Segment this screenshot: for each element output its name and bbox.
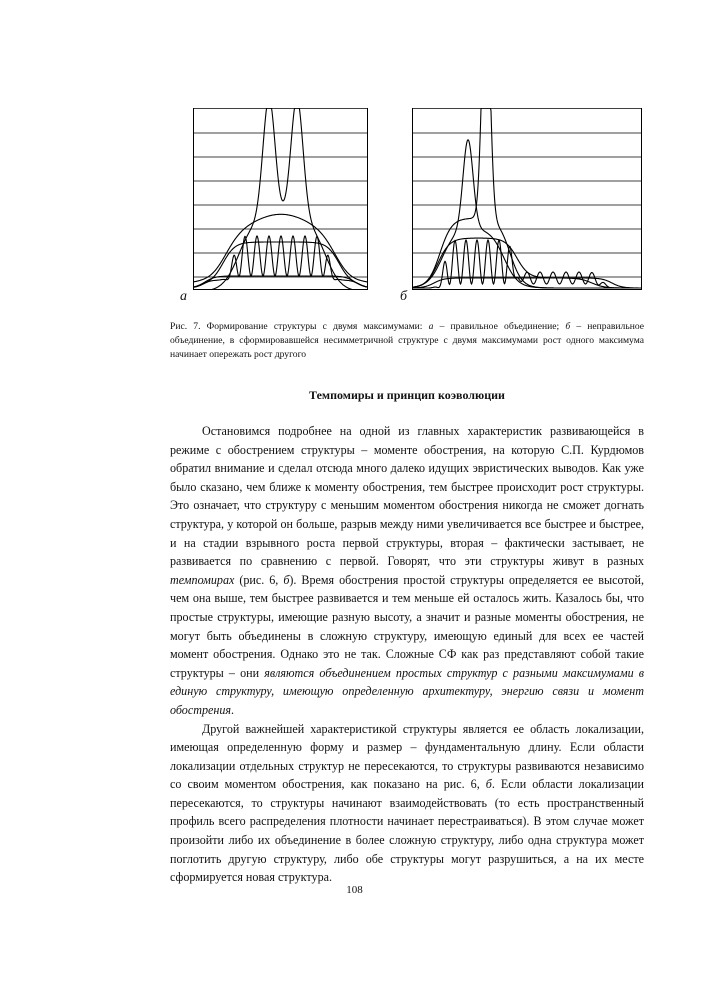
p2-text1: Другой важнейшей характеристикой структуры является ее область локализации, имеющая определенную форму и размер – фундаментальную длину. Если области локализации отдельных структур не пересекаются, то структуры развиваются независимо со своим моментом обострения, как показано на рис. 6, [170,721,644,792]
p1-italic2: б [283,572,290,587]
caption-part1: Рис. 7. Формирование структуры с двумя максимумами: [170,321,429,332]
panel-a-label: а [180,289,187,304]
p2-text2: . Если области локализации пересекаются, то структуры начинают взаимодействовать (то есть пространственный профиль всего распределения плотности начинает перестраиваться). В этом случае может произойти либо их объединение в более сложную структуру, либо одна структура может поглотить другую структуру, либо обе структуры могут разрушиться, а на их месте сформируется новая структура. [170,777,644,885]
figure-caption [170,320,644,362]
panel-a-curve-oscillating [193,236,368,287]
paragraph-2 [170,720,644,887]
panel-b-label: б [400,289,408,304]
section-title: Темпомиры и принцип коэволюции [309,388,505,402]
page-number: 108 [346,884,363,896]
caption-a-letter: а [428,321,434,332]
panel-b-curves [412,108,642,288]
panel-b-frame [412,108,642,290]
p1-text2: (рис. 6, [234,572,284,587]
body-text [170,422,644,887]
p1-text4: . [231,702,235,717]
panel-b-curve-peak-right [412,108,642,288]
p2-italic1: б [485,777,492,792]
figure-panel-a [193,108,368,290]
p1-italic1: темпомирах [170,572,235,587]
panel-b-gridlines [412,109,642,278]
caption-part2: – правильное объединение; [433,321,566,332]
p1-text3: ). Время обострения простой структуры определяется ее высотой, чем она выше, тем быстрее развивается и тем меньше ей осталось жить. Казалось бы, что простые структуры, имеющие разную высоту, а значит и разные моменты обострения, не могут быть объединены в сложную структуру, имеющую единый для всех ее частей момент обострения. Однако это не так. Сложные СФ как раз представляют собой такие структуры – они [170,572,644,680]
panel-a-curve-plateau [193,214,368,282]
paragraph-1 [170,422,644,720]
panel-a-curve-double-peak [193,108,368,290]
panel-a-frame [193,108,368,290]
caption-part3: – неправильное объединение, в сформировавшейся несимметричной структуре с двумя максимумами рост одного максимума начинает опережать рост другого [170,321,644,360]
caption-b-letter: б [565,321,571,332]
panel-a-curves [193,108,368,290]
p1-text1: Остановимся подробнее на одной из главных характеристик развивающейся в режиме с обострением структуры – моменте обострения, на которую С.П. Курдюмов обратил внимание и сделал отсюда много далеко идущих эвристических выводов. Как уже было сказано, чем ближе к моменту обострения, тем быстрее происходит рост структуры. Это означает, что структуру с меньшим моментом обострения никогда не сможет догнать структура, у которой он больше, разрыв между ними увеличивается все быстрее и быстрее, и на стадии взрывного роста первой структуры, вторая – фактически застывает, не развивается по сравнению с первой. Говорят, что эти структуры живут в разных [170,424,644,569]
p1-italic3: являются объединением простых структур с разными максимумами в единую структуру, имеющую определенную архитектуру, энергию связи и момент обострения [170,665,644,717]
figure-panel-b [412,108,642,290]
